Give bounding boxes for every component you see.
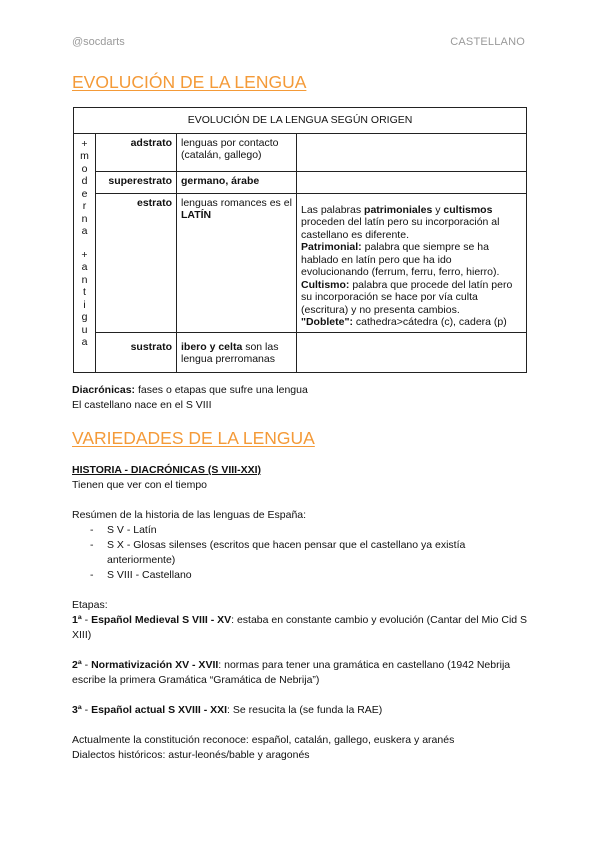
historia-subtitle-text: Tienen que ver con el tiempo	[72, 479, 208, 491]
desc-bold: LATÍN	[181, 209, 212, 221]
summary-list	[72, 523, 517, 583]
row-label-sustrato: sustrato	[96, 332, 177, 372]
side-letter: +	[81, 248, 88, 261]
row-label-superestrato: superestrato	[96, 171, 177, 193]
row-note-superestrato	[297, 171, 527, 193]
row-label-estrato: estrato	[96, 193, 177, 332]
historia-subtitle: HISTORIA - DIACRÓNICAS (S VIII-XXI)	[72, 464, 262, 476]
side-letter: u	[81, 323, 88, 336]
side-letter: t	[83, 286, 86, 298]
list-item: - S VIII - Castellano	[107, 568, 517, 583]
note-patrimonial: Patrimonial: palabra que siempre se ha hablado en latín pero que ha ido evolucionando (ferrum, ferru, ferro, hierro).	[301, 241, 500, 278]
castellano-origin: El castellano nace en el S VIII	[72, 399, 212, 411]
row-desc-estrato	[177, 193, 297, 332]
side-letter	[74, 238, 95, 249]
diacronicas-label: Diacrónicas:	[72, 384, 136, 396]
etapa-3: 3ª - Español actual S XVIII - XXI: Se resucita la (se funda la RAE)	[72, 704, 383, 716]
side-letter: r	[82, 200, 87, 212]
row-desc-sustrato	[177, 332, 297, 372]
row-desc-adstrato: lenguas por contacto (catalán, gallego)	[177, 133, 297, 171]
diacronicas-text: fases o etapas que sufre una lengua	[135, 384, 308, 396]
side-letter: +	[81, 137, 88, 150]
summary-intro: Resúmen de la historia de las lenguas de España:	[72, 509, 307, 521]
side-letter: e	[81, 187, 88, 200]
diacronicas-definition	[72, 383, 308, 413]
side-letter: a	[81, 261, 88, 273]
side-letter: d	[81, 175, 88, 187]
header-subject: CASTELLANO	[450, 36, 525, 48]
table-caption: EVOLUCIÓN DE LA LENGUA SEGÚN ORIGEN	[74, 108, 527, 134]
side-letter: g	[81, 311, 88, 323]
side-letter: n	[81, 273, 88, 286]
etapa-1: 1ª - Español Medieval S VIII - XV: estaba en constante cambio y evolución (Cantar del Mio Cid S XIII)	[72, 614, 528, 641]
side-axis-moderna-antigua	[74, 133, 96, 372]
row-note-adstrato	[297, 133, 527, 171]
constitucion-lenguas: Actualmente la constitución reconoce: español, catalán, gallego, euskera y aranés	[72, 734, 455, 746]
row-label-adstrato: adstrato	[96, 133, 177, 171]
side-letter: o	[81, 162, 88, 175]
row-note-sustrato	[297, 332, 527, 372]
row-note-estrato	[297, 193, 527, 332]
etapas-label: Etapas:	[72, 599, 108, 611]
note-patrimoniales-cultismos: Las palabras patrimoniales y cultismos proceden del latín pero su incorporación al castellano es diferente.	[301, 203, 500, 241]
desc-bold: germano, árabe	[181, 174, 260, 187]
origin-table	[73, 107, 527, 373]
section-title-variedades: VARIEDADES DE LA LENGUA	[72, 428, 315, 448]
etapa-2: 2ª - Normativización XV - XVII: normas para tener una gramática en castellano (1942 Nebrija escribe la primera Gramática “Gramática de Nebrija”)	[72, 659, 511, 686]
side-letter: i	[83, 298, 86, 311]
historia-section	[72, 463, 528, 763]
desc-text: son las lengua prerromanas	[181, 340, 279, 365]
list-item: - S X - Glosas silenses (escritos que hacen pensar que el castellano ya existía anteriormente)	[107, 538, 517, 568]
header-handle: @socdarts	[72, 36, 125, 48]
side-letter: a	[81, 336, 88, 348]
section-title-evolucion: EVOLUCIÓN DE LA LENGUA	[72, 72, 307, 92]
dialectos-historicos: Dialectos históricos: astur-leonés/bable y aragonés	[72, 749, 310, 761]
side-letter: a	[81, 225, 88, 237]
side-letter: m	[80, 150, 89, 162]
list-item: - S V - Latín	[107, 523, 517, 538]
desc-bold: ibero y celta	[181, 340, 243, 353]
side-letter: n	[81, 212, 88, 225]
note-doblete: "Doblete": cathedra>cátedra (c), cadera (p)	[301, 316, 507, 328]
desc-text: lenguas romances es el	[181, 196, 292, 209]
note-cultismo: Cultismo: palabra que procede del latín pero su incorporación se hace por vía culta (escritura) y no presenta cambios.	[301, 278, 513, 316]
row-desc-superestrato	[177, 171, 297, 193]
